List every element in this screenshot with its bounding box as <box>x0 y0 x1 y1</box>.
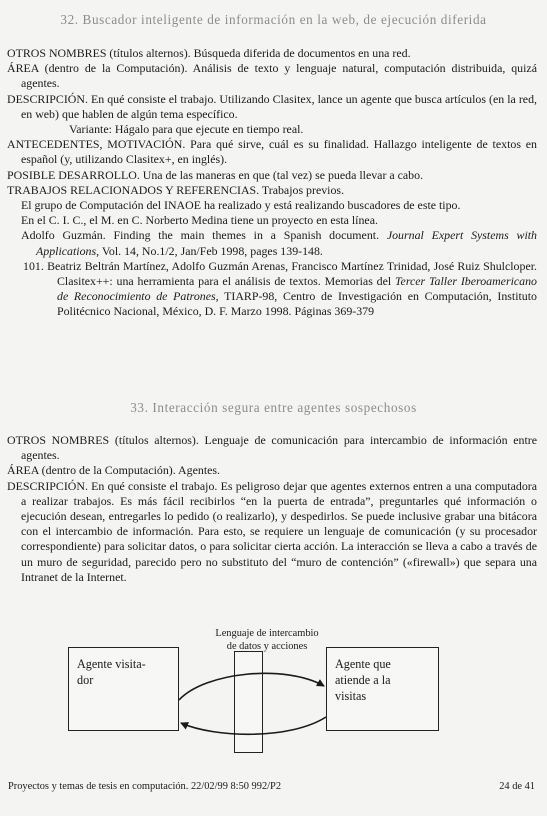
ref-guzman-journal: Journal Expert Systems with Applications <box>36 228 537 258</box>
s32-area: ÁREA (dentro de la Computación). Análisis de texto y lenguaje natural, computación distribuida, quizá agentes. <box>7 61 537 91</box>
attending-agent-label-1: Agente que <box>335 657 391 671</box>
section-33-title: 33. Interacción segura entre agentes sospechosos <box>130 400 417 415</box>
s32-otros-nombres: OTROS NOMBRES (títulos alternos). Búsqueda diferida de documentos en una red. <box>7 46 411 60</box>
s32-descripcion: DESCRIPCIÓN. En qué consiste el trabajo. Utilizando Clasitex, lance un agente que busca artículos (en la red, en web) que hablen de algún tema específico. <box>7 91 537 121</box>
s32-ref-cic: En el C. I. C., el M. en C. Norberto Medina tiene un proyecto en esta línea. <box>21 213 378 228</box>
ref-101-conference: Tercer Taller Iberoamericano de Reconocimiento de Patrones <box>57 274 537 304</box>
ref-guzman-text: Adolfo Guzmán. Finding the main themes in a Spanish document. <box>21 228 387 243</box>
section-32-title: 32. Buscador inteligente de información en la web, de ejecución diferida <box>60 12 487 27</box>
request-arrow <box>179 673 324 700</box>
attending-agent-label-2: atiende a la <box>335 673 391 687</box>
diagram-label-line-2: de datos y acciones <box>226 640 308 652</box>
s32-trabajos: TRABAJOS RELACIONADOS Y REFERENCIAS. Trabajos previos. <box>7 182 345 197</box>
attending-agent-label-3: visitas <box>335 689 367 703</box>
response-arrow <box>181 717 326 734</box>
s32-ref-inaoe: El grupo de Computación del INAOE ha realizado y está realizando buscadores de este tipo. <box>21 198 461 213</box>
visiting-agent-label-1: Agente visita- <box>77 657 146 671</box>
diagram-label-line-1: Lenguaje de intercambio <box>215 628 319 639</box>
ref-guzman-details: , Vol. 14, No.1/2, Jan/Feb 1998, pages 139-148. <box>96 243 323 258</box>
s33-area: ÁREA (dentro de la Computación). Agentes. <box>7 463 220 478</box>
visiting-agent-label-2: dor <box>77 673 94 687</box>
footer-document-info: Proyectos y temas de tesis en computación. 22/02/99 8:50 992/P2 <box>8 781 282 792</box>
ref-101-text: 101. Beatriz Beltrán Martínez, Adolfo Guzmán Arenas, Francisco Martínez Trinidad, José Ruiz Shulcloper. Clasitex++: una herramienta para el análisis de textos. Memorias del <box>23 258 537 289</box>
s32-posible-desarrollo: POSIBLE DESARROLLO. Una de las maneras en que (tal vez) se pueda llevar a cabo. <box>7 167 424 182</box>
s33-otros-nombres: OTROS NOMBRES (títulos alternos). Lenguaje de comunicación para intercambio de información entre agentes. <box>7 433 537 463</box>
footer-page-number: 24 de 41 <box>499 781 535 792</box>
s33-descripcion: DESCRIPCIÓN. En qué consiste el trabajo. Es peligroso dejar que agentes externos entren a una computadora a realizar trabajos. Es más fácil recibirlos “en la puerta de entrada”, preguntarles qué información o ejecución desean, entregarles lo pedido (o realizarlo), y despedirlos. Se puede inclusive grabar una bitácora con el intercambio de información. Para esto, se requiere un lenguaje de comunicación (y su procesador correspondiente) para solicitar datos, o para solicitar cierta acción. La interacción se lleva a cabo a través de un muro de seguridad, parecido pero no substituto del “muro de contención” («firewall») que separa una Intranet de la Internet. <box>7 478 537 584</box>
ref-101-details: , TIARP-98, Centro de Investigación en Computación, Instituto Politécnico Nacional, México, D. F. Marzo 1998. Páginas 369-379 <box>57 289 537 319</box>
s32-antecedentes: ANTECEDENTES, MOTIVACIÓN. Para qué sirve, cuál es su finalidad. Hallazgo inteligente de textos en español (y, utilizando Clasitex+, en inglés). <box>7 137 537 167</box>
s32-variante: Variante: Hágalo para que ejecute en tiempo real. <box>69 122 304 137</box>
